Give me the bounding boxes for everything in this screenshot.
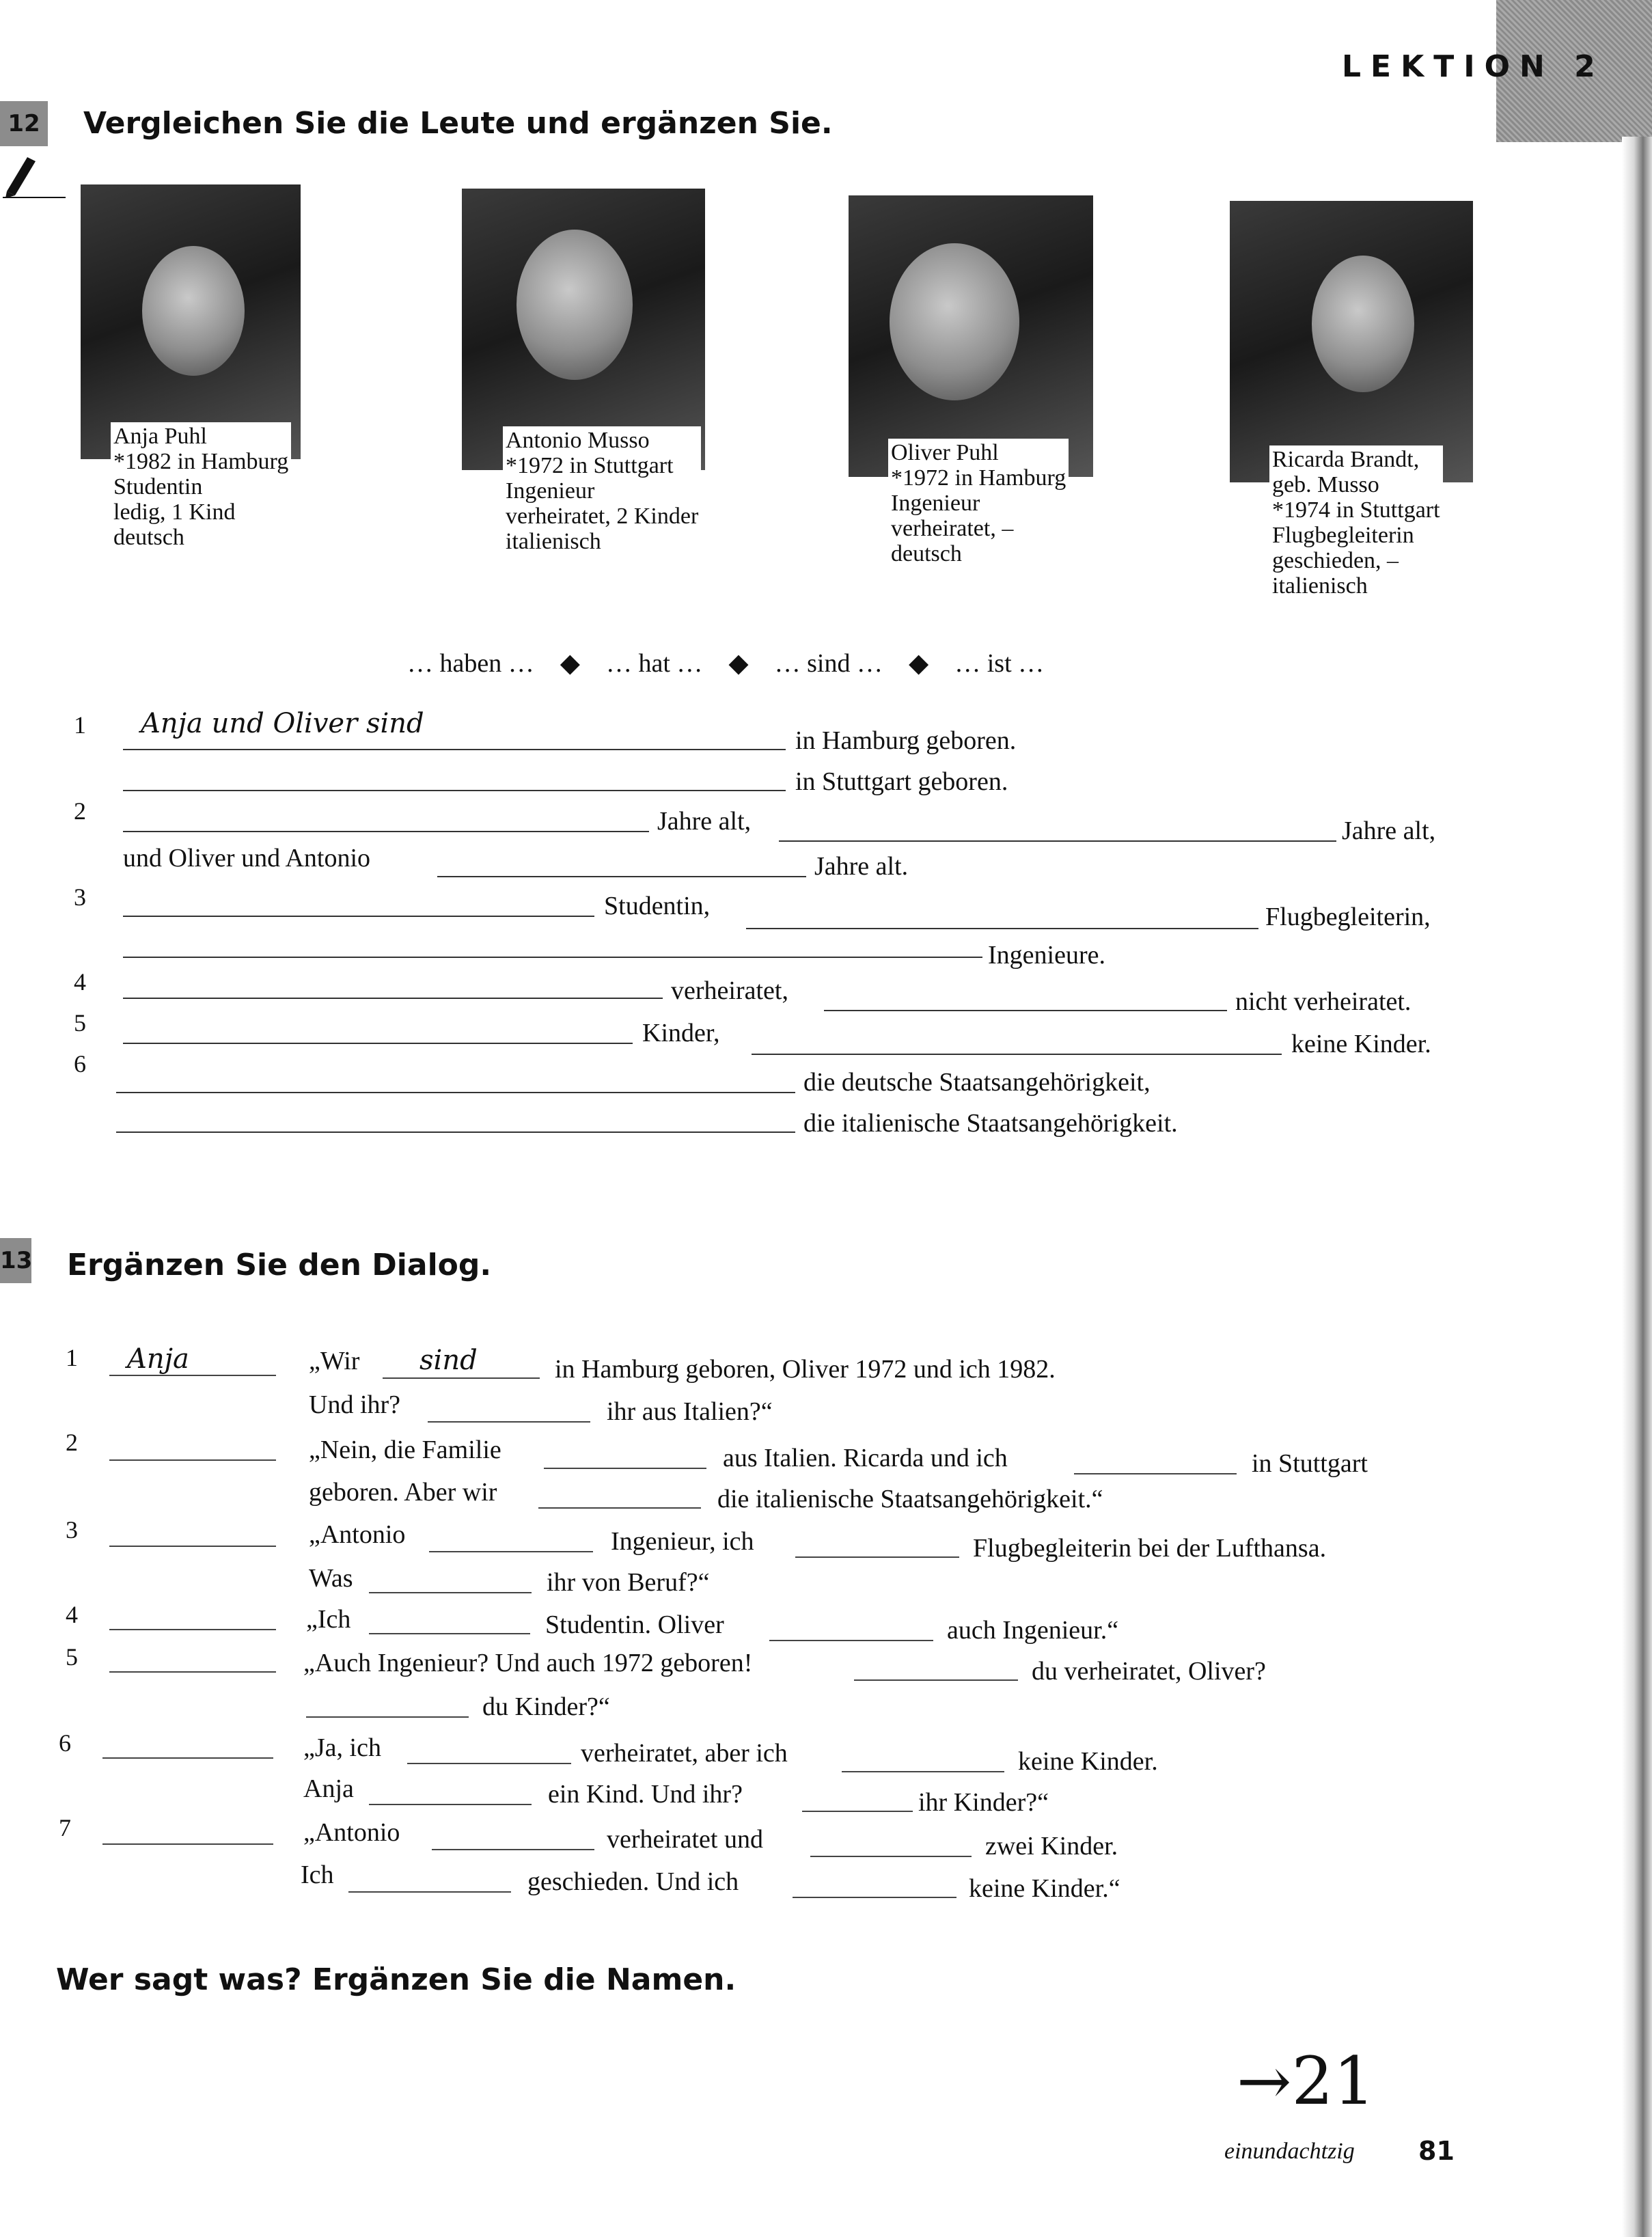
answer-line[interactable] bbox=[1074, 1473, 1237, 1474]
dialog-text: Flugbegleiterin bei der Lufthansa. bbox=[973, 1534, 1327, 1563]
item-number: 4 bbox=[74, 968, 86, 996]
dialog-text: keine Kinder.“ bbox=[969, 1874, 1120, 1903]
answer-line[interactable] bbox=[123, 790, 786, 791]
answer-line[interactable] bbox=[538, 1507, 701, 1509]
handwritten-speaker: Anja bbox=[127, 1343, 189, 1375]
dialog-text: zwei Kinder. bbox=[985, 1832, 1118, 1861]
exercise-title-12: Vergleichen Sie die Leute und ergänzen Sie. bbox=[83, 106, 833, 141]
exercise-number-13: 13 bbox=[0, 1238, 31, 1283]
dialog-number: 1 bbox=[66, 1344, 78, 1371]
dialog-text: ihr aus Italien?“ bbox=[607, 1397, 773, 1426]
sentence-text: in Hamburg geboren. bbox=[795, 726, 1017, 755]
answer-line[interactable] bbox=[116, 1131, 795, 1133]
pencil-icon bbox=[0, 143, 68, 198]
dialog-text: „Auch Ingenieur? Und auch 1972 geboren! bbox=[303, 1649, 753, 1677]
answer-line[interactable] bbox=[544, 1468, 706, 1469]
answer-line[interactable] bbox=[428, 1421, 590, 1423]
answer-line[interactable] bbox=[407, 1763, 571, 1764]
answer-line[interactable] bbox=[824, 1010, 1227, 1011]
dialog-text: Studentin. Oliver bbox=[545, 1610, 724, 1639]
dialog-text: Ingenieur, ich bbox=[611, 1527, 754, 1556]
dialog-text: auch Ingenieur.“ bbox=[947, 1616, 1119, 1645]
handwritten-verb: sind bbox=[419, 1345, 478, 1376]
dialog-text: geboren. Aber wir bbox=[309, 1478, 497, 1507]
speaker-line[interactable] bbox=[109, 1671, 276, 1673]
answer-line[interactable] bbox=[810, 1856, 972, 1857]
dialog-text: Ich bbox=[301, 1861, 334, 1889]
dialog-text: aus Italien. Ricarda und ich bbox=[723, 1444, 1008, 1472]
dialog-text: du Kinder?“ bbox=[482, 1692, 610, 1721]
sentence-text: in Stuttgart geboren. bbox=[795, 767, 1008, 796]
dialog-text: Was bbox=[309, 1564, 353, 1593]
answer-line[interactable] bbox=[752, 1054, 1282, 1055]
dialog-text: „Ich bbox=[306, 1605, 351, 1634]
sentence-text: Jahre alt, bbox=[657, 807, 752, 836]
page-number-word: einundachtzig bbox=[1224, 2139, 1355, 2164]
answer-line[interactable] bbox=[348, 1891, 511, 1893]
dialog-text: die italienische Staatsangehörigkeit.“ bbox=[717, 1485, 1103, 1513]
page-binding-edge bbox=[1622, 137, 1652, 2237]
sentence-text: die deutsche Staatsangehörigkeit, bbox=[803, 1068, 1151, 1097]
dialog-number: 2 bbox=[66, 1429, 78, 1456]
person-caption-ricarda: Ricarda Brandt, geb. Musso *1974 in Stuttgart Flugbegleiterin geschieden, – italienisch bbox=[1269, 445, 1443, 599]
dialog-text: ihr Kinder?“ bbox=[918, 1788, 1049, 1817]
dialog-number: 3 bbox=[66, 1516, 78, 1543]
speaker-line[interactable] bbox=[109, 1375, 276, 1376]
dialog-text: Und ihr? bbox=[309, 1390, 401, 1419]
dialog-text: in Stuttgart bbox=[1252, 1449, 1368, 1478]
person-caption-anja: Anja Puhl *1982 in Hamburg Studentin ledig, 1 Kind deutsch bbox=[111, 422, 291, 550]
dialog-number: 5 bbox=[66, 1643, 78, 1671]
answer-line[interactable] bbox=[779, 840, 1336, 842]
dialog-text: ihr von Beruf?“ bbox=[547, 1568, 710, 1597]
photo-ricarda bbox=[1230, 201, 1473, 482]
speaker-line[interactable] bbox=[102, 1757, 273, 1759]
sentence-text: Jahre alt, bbox=[1342, 816, 1436, 845]
answer-line[interactable] bbox=[793, 1897, 956, 1898]
dialog-text: geschieden. Und ich bbox=[527, 1867, 739, 1896]
answer-line[interactable] bbox=[306, 1716, 469, 1718]
exercise-title-13: Ergänzen Sie den Dialog. bbox=[67, 1248, 492, 1282]
item-number: 6 bbox=[74, 1050, 86, 1078]
answer-line[interactable] bbox=[802, 1811, 913, 1812]
answer-line[interactable] bbox=[369, 1633, 530, 1634]
photo-oliver bbox=[849, 195, 1093, 477]
dialog-text: in Hamburg geboren, Oliver 1972 und ich 1982. bbox=[555, 1355, 1056, 1384]
photo-anja bbox=[81, 184, 301, 459]
person-caption-antonio: Antonio Musso *1972 in Stuttgart Ingenieur verheiratet, 2 Kinder italienisch bbox=[503, 426, 701, 554]
answer-line[interactable] bbox=[854, 1679, 1018, 1681]
answer-line[interactable] bbox=[746, 928, 1258, 929]
dialog-text: „Ja, ich bbox=[303, 1733, 381, 1762]
dialog-text: Anja bbox=[303, 1774, 354, 1803]
exercise-number-12: 12 bbox=[0, 101, 48, 146]
item-number: 5 bbox=[74, 1009, 86, 1037]
sentence-text: Ingenieure. bbox=[988, 941, 1105, 970]
sentence-text: und Oliver und Antonio bbox=[123, 844, 371, 873]
dialog-text: keine Kinder. bbox=[1018, 1747, 1158, 1776]
item-number: 1 bbox=[74, 711, 86, 739]
speaker-line[interactable] bbox=[109, 1546, 276, 1547]
answer-line[interactable] bbox=[769, 1640, 933, 1641]
handwritten-note: →21 bbox=[1237, 2043, 1375, 2119]
sentence-text: Jahre alt. bbox=[814, 852, 909, 881]
sentence-text: nicht verheiratet. bbox=[1235, 987, 1412, 1016]
answer-line[interactable] bbox=[369, 1804, 532, 1805]
handwritten-answer: Anja und Oliver sind bbox=[141, 708, 424, 739]
dialog-text: „Nein, die Familie bbox=[309, 1436, 501, 1464]
dialog-text: verheiratet, aber ich bbox=[581, 1739, 788, 1768]
answer-line[interactable] bbox=[123, 957, 982, 958]
answer-line[interactable] bbox=[369, 1592, 532, 1593]
dialog-text: du verheiratet, Oliver? bbox=[1032, 1657, 1266, 1686]
sentence-text: Kinder, bbox=[642, 1019, 720, 1047]
speaker-line[interactable] bbox=[102, 1843, 273, 1845]
item-number: 3 bbox=[74, 883, 86, 911]
answer-line[interactable] bbox=[123, 916, 594, 917]
answer-line[interactable] bbox=[123, 749, 786, 750]
person-caption-oliver: Oliver Puhl *1972 in Hamburg Ingenieur verheiratet, – deutsch bbox=[888, 439, 1069, 566]
dialog-text: „Antonio bbox=[303, 1818, 400, 1847]
answer-line[interactable] bbox=[123, 1043, 633, 1044]
dialog-text: ein Kind. Und ihr? bbox=[548, 1780, 743, 1809]
item-number: 2 bbox=[74, 797, 86, 825]
sentence-text: verheiratet, bbox=[671, 976, 788, 1005]
answer-line[interactable] bbox=[795, 1556, 959, 1558]
page-number: 81 bbox=[1418, 2136, 1455, 2166]
dialog-text: verheiratet und bbox=[607, 1825, 763, 1854]
answer-line[interactable] bbox=[842, 1771, 1004, 1772]
sentence-text: Flugbegleiterin, bbox=[1265, 903, 1431, 931]
dialog-text: „Wir bbox=[309, 1347, 360, 1375]
answer-line[interactable] bbox=[437, 876, 806, 877]
sentence-text: Studentin, bbox=[604, 892, 711, 920]
sentence-text: keine Kinder. bbox=[1291, 1030, 1431, 1058]
dialog-number: 7 bbox=[59, 1814, 71, 1841]
answer-line[interactable] bbox=[123, 831, 649, 832]
dialog-number: 6 bbox=[59, 1729, 71, 1757]
answer-line[interactable] bbox=[383, 1377, 540, 1379]
dialog-text: „Antonio bbox=[309, 1520, 406, 1549]
word-box: … haben … ◆ … hat … ◆ … sind … ◆ … ist … bbox=[407, 649, 1045, 678]
task-title-wer-sagt-was: Wer sagt was? Ergänzen Sie die Namen. bbox=[56, 1962, 736, 1997]
answer-line[interactable] bbox=[432, 1849, 594, 1850]
sentence-text: die italienische Staatsangehörigkeit. bbox=[803, 1109, 1178, 1138]
answer-line[interactable] bbox=[123, 998, 663, 999]
answer-line[interactable] bbox=[429, 1551, 593, 1552]
dialog-number: 4 bbox=[66, 1601, 78, 1628]
lektion-label: LEKTION 2 bbox=[1342, 49, 1605, 84]
answer-line[interactable] bbox=[116, 1092, 795, 1093]
speaker-line[interactable] bbox=[109, 1459, 276, 1461]
speaker-line[interactable] bbox=[109, 1629, 276, 1630]
